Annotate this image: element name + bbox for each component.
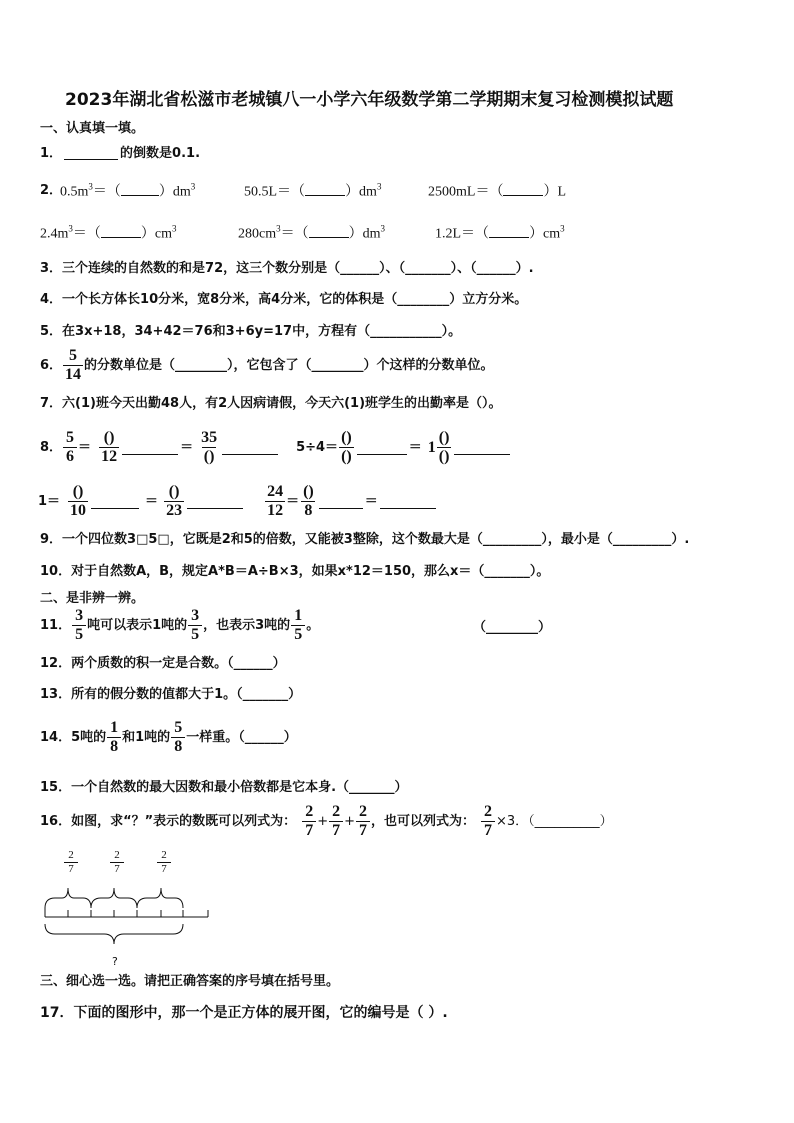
question-5: 5．在3x+18，34+42＝76和3+6y=17中，方程有（___________）。 [40, 324, 462, 339]
section-3-heading: 三、细心选一选。请把正确答案的序号填在括号里。 [40, 974, 340, 989]
question-4: 4．一个长方体长10分米，宽8分米，高4分米，它的体积是（________）立方分米。 [40, 292, 528, 307]
question-2-item-6: 1.2L＝（ ）$cm^3$ [435, 223, 565, 242]
figure-question-mark: ? [112, 955, 118, 968]
question-3: 3．三个连续的自然数的和是72，这三个数分别是（______）、（_______）、（______）. [40, 261, 534, 276]
question-12: 12．两个质数的积一定是合数。（______） [40, 656, 286, 671]
top-brace-1 [45, 888, 91, 908]
section-2-heading: 二、是非辨一辨。 [40, 591, 145, 606]
question-16-figure [40, 850, 220, 970]
question-11: 11． $\frac{3}{5}$ 吨可以表示1吨的 $\frac{3}{5}$ ，也表示3吨的 $\frac{1}{5}$ 。 [40, 607, 320, 643]
section-1-heading: 一、认真填一填。 [40, 121, 145, 136]
question-14: 14． 5吨的 $\frac{1}{8}$ 和1吨的 $\frac{5}{8}$ 一样重。（______） [40, 719, 297, 755]
answer-blank[interactable] [64, 147, 118, 160]
figure-label-fraction: $\frac{2}{7}$ [64, 850, 78, 875]
figure-label-fraction: $\frac{2}{7}$ [110, 850, 124, 875]
question-15: 15．一个自然数的最大因数和最小倍数都是它本身.（_______） [40, 780, 408, 795]
figure-label-fraction: $\frac{2}{7}$ [157, 850, 171, 875]
fraction: $\frac{5}{14}$ [65, 347, 82, 383]
question-11-answer[interactable]: （________） [473, 620, 552, 635]
question-8-row-2: 1＝ $\frac{()}{10}$ ＝ $\frac{()}{23}$ $\frac{24}{12}$ ＝ $\frac{()}{8}$ ＝ [38, 484, 438, 519]
question-2-item-1: $0.5m^3=$（ ）$dm^3$ [60, 181, 196, 200]
question-16: 16． 如图，求“？”表示的数既可以列式为： $\frac{2}{7}$ + $\frac{2}{7}$ + $\frac{2}{7}$ ，也可以列式为： $\frac{2}{7}$ ×3．（__________） [40, 803, 613, 839]
tick-marks [45, 908, 208, 917]
question-7: 7．六(1)班今天出勤48人，有2人因病请假，今天六(1)班学生的出勤率是（）。 [40, 396, 502, 411]
question-2-item-4: $2.4m^3=$（ ）$cm^3$ [40, 223, 177, 242]
question-2-item-3: 2500mL＝（ ）L [428, 182, 566, 200]
question-2-item-2: 50.5L＝（ ）$dm^3$ [244, 181, 382, 200]
question-9: 9．一个四位数3□5□，它既是2和5的倍数，又能被3整除，这个数最大是（_________），最小是（_________）. [40, 532, 690, 547]
question-17: 17．下面的图形中，那一个是正方体的展开图，它的编号是（ ）. [40, 1005, 448, 1021]
question-2-item-5: $280cm^3=$（ ）$dm^3$ [238, 223, 385, 242]
question-8-row-1: 8． $\frac{5}{6}$ ＝ $\frac{()}{12}$ ＝ $\frac{35}{()}$ 5÷4＝ $\frac{()}{()}$ ＝ 1 $\frac{()}{()}$ [40, 430, 512, 465]
question-10: 10．对于自然数A，B，规定A*B＝A÷B×3，如果x*12＝150，那么x＝（_______）。 [40, 564, 550, 579]
question-1: 1． 的倒数是0.1. [40, 146, 201, 161]
top-brace-3 [137, 888, 183, 908]
top-brace-2 [91, 888, 137, 908]
page-title: 2023年湖北省松滋市老城镇八一小学六年级数学第二学期期末复习检测模拟试题 [65, 90, 674, 110]
question-13: 13．所有的假分数的值都大于1。（_______） [40, 687, 302, 702]
segment-diagram [40, 850, 220, 960]
question-6: 6． $\frac{5}{14}$ 的分数单位是（________），它包含了（________）个这样的分数单位。 [40, 347, 494, 383]
bottom-brace [45, 924, 183, 944]
question-2-number: 2． [40, 183, 63, 198]
